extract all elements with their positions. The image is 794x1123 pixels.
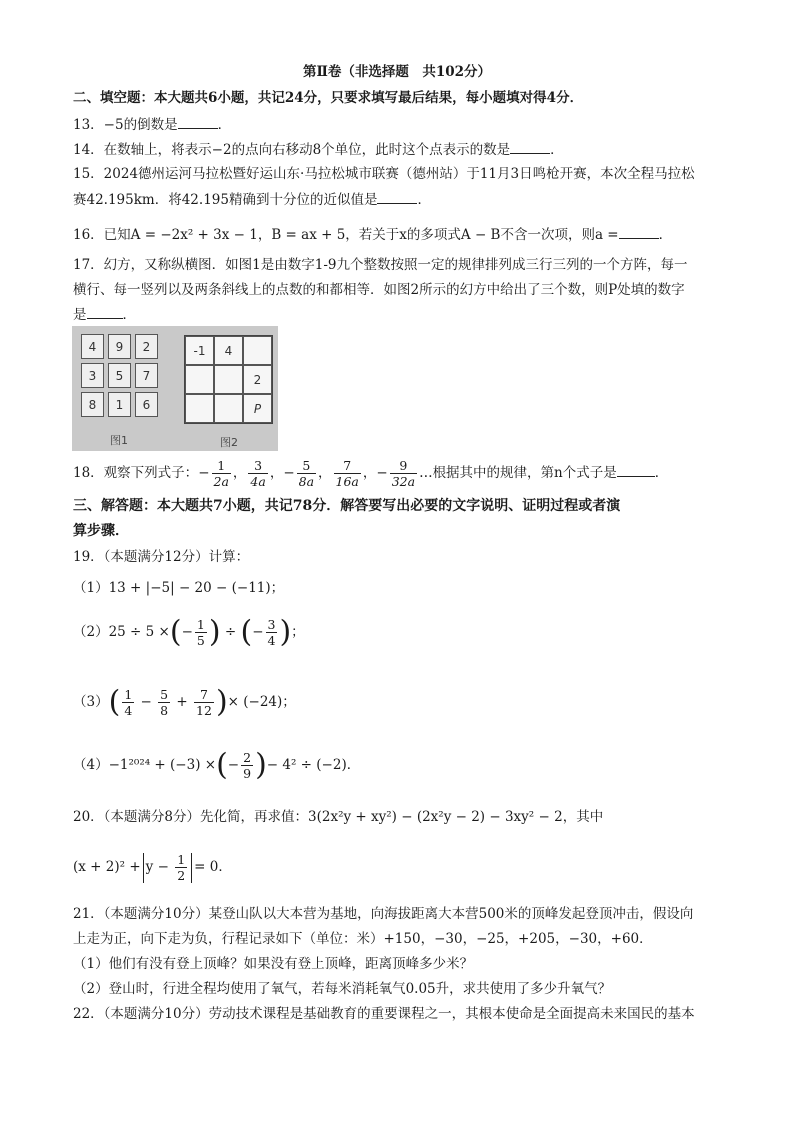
q18-suffix: …根据其中的规律，第n个式子是 xyxy=(419,465,617,481)
question-20-line-1: 20．（本题满分8分）先化简，再求值：3(2x²y + xy²) − (2x²y − 2) − 3xy² − 2，其中 xyxy=(73,809,604,825)
q14-end: ． xyxy=(550,142,564,158)
q19-p3-label: （3） xyxy=(73,694,109,710)
answer-blank[interactable] xyxy=(377,189,417,204)
magic-square-cell: 5 xyxy=(108,363,131,388)
magic-square-cell xyxy=(185,394,214,423)
q17-text: 是 xyxy=(73,307,87,323)
question-21-line-3: （1）他们有没有登上顶峰？如果没有登上顶峰，距离顶峰多少米？ xyxy=(73,956,474,972)
magic-square-cell xyxy=(214,365,243,394)
magic-square-cell: -1 xyxy=(185,336,214,365)
figure-1-grid xyxy=(81,334,158,417)
q18-end: ． xyxy=(654,465,669,481)
question-13 xyxy=(73,114,231,135)
question-19-part-1: （1）13 + |−5| − 20 − (−11)； xyxy=(73,580,285,596)
q19-p4-tail: − 4² ÷ (−2)． xyxy=(266,757,361,773)
q15-end: ． xyxy=(417,192,431,208)
sequence-term: $\frac{1}{2a}$ xyxy=(213,458,229,489)
q19-p3-tail: × (−24)； xyxy=(227,694,296,710)
sequence-term: $\frac{3}{4a}$ xyxy=(250,458,266,489)
magic-square-cell: 7 xyxy=(135,363,158,388)
answer-blank[interactable] xyxy=(617,462,655,477)
question-19-head: 19．（本题满分12分）计算： xyxy=(73,549,250,565)
fraction: $\frac{1}{5}$ xyxy=(196,617,205,648)
question-22-line-1: 22．（本题满分10分）劳动技术课程是基础教育的重要课程之一，其根本使命是全面提高未来国民的基本 xyxy=(73,1006,695,1022)
q16-end: ． xyxy=(658,227,673,243)
q15-text: 赛42.195km．将42.195精确到十分位的近似值是 xyxy=(73,192,378,208)
magic-square-cell xyxy=(214,394,243,423)
section-2-heading: 二、填空题：本大题共6小题，共记24分，只要求填写最后结果，每小题填对得4分． xyxy=(73,90,584,106)
question-18 xyxy=(73,456,668,490)
q20-line-2b: = 0． xyxy=(194,859,232,875)
q20-line-2a: (x + 2)² + xyxy=(73,859,141,875)
question-19-part-4: （4）−1²⁰²⁴ + (−3) ×(− $\frac{2}{9}$ )− 4² ÷ (−2)． xyxy=(73,747,361,783)
fraction: $\frac{3}{4}$ xyxy=(267,617,276,648)
answer-blank[interactable] xyxy=(178,114,218,129)
answer-blank[interactable] xyxy=(87,304,123,319)
magic-square-cell: 2 xyxy=(243,365,272,394)
answer-blank[interactable] xyxy=(510,139,550,154)
question-15-line-2 xyxy=(73,189,431,210)
question-17-line-3 xyxy=(73,304,136,325)
question-21-line-4: （2）登山时，行进全程均使用了氧气，若每米消耗氧气0.05升，求共使用了多少升氧气？ xyxy=(73,981,612,997)
magic-square-cell: 1 xyxy=(108,392,131,417)
question-21-line-1: 21．（本题满分10分）某登山队以大本营为基地，向海拔距离大本营500米的顶峰发起登顶冲击，假设向 xyxy=(73,906,694,922)
magic-square-cell: 9 xyxy=(108,334,131,359)
section-3-heading-line-1: 三、解答题：本大题共7小题，共记78分．解答要写出必要的文字说明、证明过程或者演 xyxy=(73,498,621,514)
q13-end: ． xyxy=(217,117,232,133)
figure-2-grid xyxy=(184,335,273,424)
question-20-line-2: (x + 2)² + y − $\frac{1}{2}$ = 0． xyxy=(73,852,232,883)
fraction: $\frac{1}{2}$ xyxy=(177,852,186,883)
figure-1-caption: 图1 xyxy=(110,434,128,447)
question-19-part-2: （2）25 ÷ 5 ×(− $\frac{1}{5}$ ) ÷ (− $\frac{3}{4}$ )； xyxy=(73,614,305,650)
q16-text: 16．已知A = −2x² + 3x − 1，B = ax + 5，若关于x的多项式A − B不含一次项，则a = xyxy=(73,227,619,243)
q14-text: 14．在数轴上，将表示−2的点向右移动8个单位，此时这个点表示的数是 xyxy=(73,142,511,158)
magic-square-cell: 4 xyxy=(214,336,243,365)
q13-text: 13．−5的倒数是 xyxy=(73,117,178,133)
fraction: $\frac{5}{8}$ xyxy=(160,687,169,718)
sequence-term: $\frac{7}{16a}$ xyxy=(335,458,359,489)
page-title: 第Ⅱ卷（非选择题 共102分） xyxy=(302,64,492,80)
figure-2-caption: 图2 xyxy=(220,436,238,449)
answer-blank[interactable] xyxy=(619,224,659,239)
magic-square-figure xyxy=(72,326,278,451)
q18-terms: − $\frac{1}{2a}$ ， $\frac{3}{4a}$ ，− $\frac{5}{8a}$ ， $\frac{7}{16a}$ ，− $\frac{9}{32a}$ xyxy=(198,458,416,489)
question-17-line-2: 横行、每一竖列以及两条斜线上的点数的和都相等．如图2所示的幻方中给出了三个数，则P处填的数字 xyxy=(73,282,685,298)
magic-square-cell: P xyxy=(243,394,272,423)
q19-p4-label: （4）−1²⁰²⁴ + (−3) × xyxy=(73,757,217,773)
q17-end: ． xyxy=(122,307,136,323)
magic-square-cell: 2 xyxy=(135,334,158,359)
question-19-part-3: （3）( $\frac{1}{4}$ − $\frac{5}{8}$ + $\frac{7}{12}$ )× (−24)； xyxy=(73,684,296,720)
question-21-line-2: 上走为正，向下走为负，行程记录如下（单位：米）+150，−30，−25，+205，−30，+60． xyxy=(73,931,653,947)
q18-prefix: 18．观察下列式子： xyxy=(73,465,199,481)
fraction: $\frac{2}{9}$ xyxy=(243,750,252,781)
magic-square-cell xyxy=(185,365,214,394)
magic-square-cell xyxy=(243,336,272,365)
magic-square-cell: 8 xyxy=(81,392,104,417)
q19-p2-label: （2）25 ÷ 5 × xyxy=(73,624,170,640)
sequence-term: $\frac{5}{8a}$ xyxy=(298,458,315,489)
magic-square-cell: 3 xyxy=(81,363,104,388)
magic-square-cell: 4 xyxy=(81,334,104,359)
question-14 xyxy=(73,139,564,160)
question-17-line-1: 17．幻方，又称纵横图．如图1是由数字1-9九个整数按照一定的规律排列成三行三列的一个方阵，每一 xyxy=(73,257,688,273)
question-16 xyxy=(73,224,672,245)
magic-square-cell: 6 xyxy=(135,392,158,417)
fraction: $\frac{1}{4}$ xyxy=(124,687,133,718)
section-3-heading-line-2: 算步骤． xyxy=(73,523,129,539)
sequence-term: $\frac{9}{32a}$ xyxy=(391,458,416,489)
fraction: $\frac{7}{12}$ xyxy=(196,687,212,718)
question-15-line-1: 15．2024德州运河马拉松暨好运山东·马拉松城市联赛（德州站）于11月3日鸣枪开赛，本次全程马拉松 xyxy=(73,166,695,182)
